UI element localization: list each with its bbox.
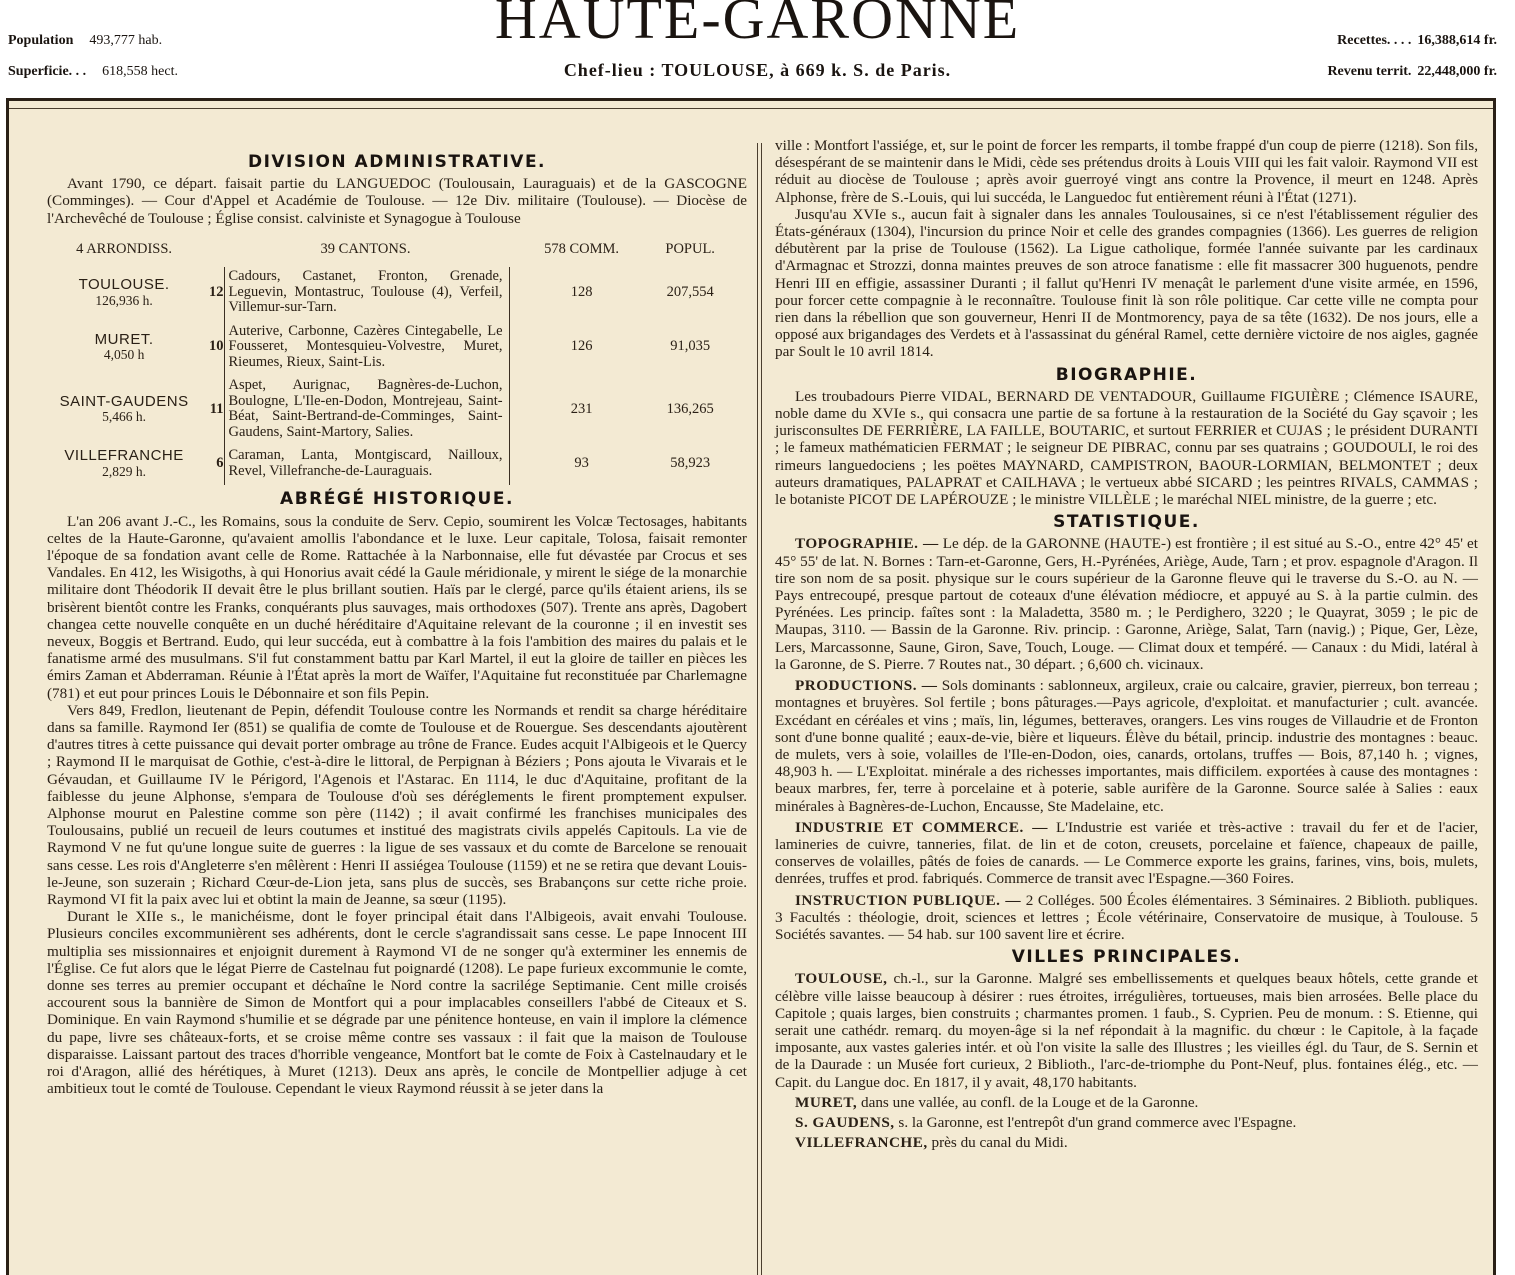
history-paragraph: Durant le XIIe s., le manichéisme, dont le foyer principal était dans l'Albigeois, avait envahi Toulouse. Plusieurs conciles excommunièrent ses adhérents, dont le cercle s'agrandissait sans cesse. Le pape Innocent III multiplia ses missionnaires et enjoignit durement à Raymond VI de ne songer qu'à exterminer les ennemis de l'Église. Ce fut alors que le légat Pierre de Castelnau fut poignardé (1208). Le pape furieux excommunie le comte, donne ses terres au premier occupant et déchaîne le Nord contre la sacrilége Septimanie. Cent mille croisés accourent sous la bannière de Simon de Montfort qui a pour implacables conseillers l'abbé de Citeaux et S. Dominique. En vain Raymond s'humilie et se dégrade par une pénitence honteuse, en vain il implore la clémence du pape, livre ses châteaux-forts, et se croise même contre ses vassaux : il fait que la maison de Toulouse disparaisse. Laissant partout des traces d'horrible vengeance, Montfort bat le comte de Foix à Castelnaudary et le roi d'Aragon, allié des hérétiques, à Muret (1213). Deux ans après, le concile de Montpellier adjuge à cet ambitieux tout le comté de Toulouse. Cependant le vieux Raymond réussit à se jeter dans la [47,908,747,1098]
document-page [6,98,1496,1275]
page-header [0,0,1515,95]
topographie-text: Le dép. de la GARONNE (HAUTE-) est frontière ; il est situé au S.-O., entre 42° 45' et 45° 55' de lat. N. Bornes : Tarn-et-Garonne, Gers, H.-Pyrénées, Ariège, Aude, Tarn ; et prov. espagnole d'Aragon. Il tire son nom de sa posit. physique sur le cours supérieur de la Garonne fleuve qui le traverse du S.-O. au N. — Pays entrecoupé, presque partout de coteaux d'une élévation médiocre, et appuyé au S. à la partie culmin. des Pyrénées. Les princip. faîtes sont : la Maladetta, 3580 m. ; le Perdighero, 3220 ; le Quayrat, 3059 ; le pic de Maupas, 3110. — Bassin de la Garonne. Riv. princip. : Garonne, Ariège, Salat, Tarn (navig.) ; Pique, Ger, Lèze, Lers, Marcassonne, Saune, Giron, Save, Touch, Louge. — Climat doux et tempéré. — Canaux : du Midi, latéral à la Garonne, de S. Pierre. 7 Routes nat., 30 départ. ; 6,600 ch. vicinaux. [775,535,1479,673]
revenu-label: Revenu territ. [1327,64,1412,79]
table-row [47,376,747,446]
topographie-paragraph [775,535,1478,673]
arrondissement-name: VILLEFRANCHE [64,447,184,465]
abrege-heading: ABRÉGÉ HISTORIQUE. [280,489,514,510]
history-paragraph: L'an 206 avant J.-C., les Romains, sous la conduite de Serv. Cepio, soumirent les Volcæ Tectosages, habitants celtes de la Haute-Garonne, qu'avaient amollis l'abondance et le luxe. Leur capitale, Tolosa, faisait remonter l'époque de sa fondation avant celle de Rome. Rattachée à la Narbonnaise, elle fut dévastée par Crocus et ses Vandales. En 412, les Wisigoths, à qui Honorius avait cédé la Gaule méridionale, y mirent le siége de la monarchie militaire dont Théodorik II devait être le plus brillant soutien. Haïs par le clergé, parce qu'ils étaient ariens, ils se brisèrent bientôt contre les Franks, conquérants plus sauvages, mais orthodoxes (507). Trente ans après, Dagobert changea cette nouvelle conquête en un duché héréditaire d'Aquitaine relevant de la couronne ; il en investit ses neveux, Boggis et Bertrand. Eudo, qui leur succéda, eut à combattre à la fois l'ambition des maires du palais et le fanatisme armé des musulmans. S'il fut constamment battu par Karl Martel, il eut la gloire de tailler en pièces les émirs Zaman et Abderraman. Réunie à l'État après la mort de Waïfer, l'Aquitaine fut reconstituée par Charlemagne (781) et eut pour princes Louis le Débonnaire et son fils Pepin. [47,512,747,702]
instruction-label: INSTRUCTION PUBLIQUE. — [795,891,1022,909]
commune-count: 93 [574,455,589,472]
division-intro: Avant 1790, ce départ. faisait partie du LANGUEDOC (Toulousain, Lauraguais) et de la GASCOGNE (Comminges). — Cour d'Appel et Académie de Toulouse. — 12e Div. militaire (Toulouse). — Diocèse de l'Archevêché de Toulouse ; Église consist. calviniste et Synagogue à Toulouse [47,175,747,227]
arrondissement-name: MURET. [94,330,154,348]
population-count: 91,035 [670,338,711,355]
column-divider [757,143,758,1275]
canton-list: Aspet, Aurignac, Bagnères-de-Luchon, Boulogne, L'Ile-en-Dodon, Montrejeau, Saint-Béat, Saint-Bertrand-de-Comminges, Saint-Gaudens, Saint-Martory, Salies. [224,376,509,446]
population-count: 136,265 [666,400,714,417]
industrie-paragraph [775,819,1478,888]
productions-paragraph [775,677,1478,815]
recettes-label: Recettes. . . . [1337,33,1412,48]
canton-list: Caraman, Lanta, Montgiscard, Nailloux, Revel, Villefranche-de-Lauraguais. [224,446,509,485]
villes-heading: VILLES PRINCIPALES. [1011,947,1242,968]
department-title: HAUTE-GARONNE [494,0,1021,51]
right-column [775,137,1478,1151]
population-value: 493,777 hab. [89,33,163,48]
table-header-row [47,241,747,268]
arrondissement-name: SAINT-GAUDENS [59,392,189,410]
toulouse-text: ch.-l., sur la Garonne. Malgré ses embellissements et quelques beaux hôtels, cette grande et célèbre ville laisse beaucoup à désirer : rues étroites, irrégulières, tortueuses, mais bien arrosées. Belle place du Capitole ; quais larges, bien construits ; charmantes promen. 1 faub., S. Cyprien. Peu de monum. : S. Etienne, qui serait une cathédr. remarq. du moyen-âge si la nef répondait à la magnific. du chœur : le Capitole, à la façade imposante, aux vastes galeries intér. et où l'on visite la salle des Illustres ; les vieilles égl. du Taur, de S. Sernin et de la Daurade : un Musée fort curieux, 2 Biblioth., l'arc-de-triomphe du Pont-Neuf, plus. fontaines élég., etc. — Capit. du Langue doc. En 1817, il y avait, 48,170 habitants. [775,970,1479,1091]
recettes-value: 16,388,614 fr. [1417,33,1497,48]
recettes-stat [1337,33,1497,49]
muret-paragraph [775,1094,1478,1111]
commune-count: 126 [570,338,593,355]
industrie-label: INDUSTRIE ET COMMERCE. — [795,818,1048,836]
muret-label: MURET, [795,1093,858,1111]
department-subtitle: Chef-lieu : TOULOUSE, à 669 k. S. de Paris. [563,60,952,80]
villefranche-text: près du canal du Midi. [931,1134,1068,1152]
history-paragraph: ville : Montfort l'assiége, et, sur le point de forcer les remparts, il tombe frappé d'un coup de pierre (1218). Son fils, désespérant de se maintenir dans le Midi, cède ses prétendus droits à Louis VIII qui les fait valoir. Raymond VII est réduit au diocèse de Toulouse ; après avoir guerroyé vingt ans contre la Provence, il meurt en 1248. Après Alphonse, frère de S.-Louis, qui lui succéda, le Languedoc fut entièrement réuni à l'État (1271). [775,137,1478,206]
arrondissement-pop: 5,466 h. [102,409,147,425]
canton-count: 6 [216,455,224,472]
instruction-paragraph [775,892,1478,944]
villefranche-label: VILLEFRANCHE, [795,1134,928,1152]
canton-list: Auterive, Carbonne, Cazères Cintegabelle, Le Fousseret, Montesquieu-Volvestre, Muret, Rieumes, Rieux, Saint-Lis. [224,322,509,377]
muret-text: dans une vallée, au confl. de la Louge et de la Garonne. [861,1093,1199,1111]
biographie-heading: BIOGRAPHIE. [1055,364,1198,385]
arrondissement-pop: 4,050 h [103,347,145,363]
history-paragraph: Jusqu'au XVIe s., aucun fait à signaler dans les annales Toulousaines, si ce n'est l'établissement régulier des États-généraux (1304), l'incursion du prince Noir et celle des grandes compagnies (1366). Les guerres de religion débutèrent par la prise de Toulouse (1562). La Ligue catholique, formée l'année suivante par les cardinaux d'Armagnac et Strozzi, donna maintes preuves de son atroce fanatisme : elle fit massacrer 300 huguenots, pendre Henri III en effigie, assassiner Duranti ; il fallut qu'Henri IV menaçât le parlement d'une visite armée, en 1596, pour forcer cette compagnie à le reconnaître. Toulouse finit là son rôle politique. Car cette ville ne compta pour rien dans la rébellion que son gouverneur, Henri II de Montmorency, paya de sa tête (1632). De nos jours, elle a opposé aux brigandages des Verdets et à l'assassinat du général Ramel, cette dernière victoire de nos aigles, gagnée par Soult le 10 avril 1814. [775,205,1478,361]
left-column [47,148,747,1097]
division-heading: DIVISION ADMINISTRATIVE. [247,152,547,172]
villefranche-paragraph [775,1134,1478,1151]
canton-count: 11 [209,400,224,417]
table-row [47,322,747,377]
gaudens-label: S. GAUDENS, [795,1113,895,1131]
population-label: Population [8,33,74,48]
column-header: 4 ARRONDISS. [76,240,173,257]
commune-count: 128 [570,283,593,300]
gaudens-text: s. la Garonne, est l'entrepôt d'un grand commerce avec l'Espagne. [898,1113,1297,1131]
history-paragraph: Vers 849, Fredlon, lieutenant de Pepin, défendit Toulouse contre les Normands et rendit sa charge héréditaire dans sa famille. Raymond Ier (851) se qualifia de comte de Toulouse et de Rouergue. Ses descendants ajoutèrent d'autres titres à cette puissance qui devait porter ombrage au trône de France. Eudes acquit l'Albigeois et le Quercy ; Raymond II le marquisat de Gothie, c'est-à-dire le littoral, de Perpignan à Béziers ; Pons ajouta le Vivarais et le Gévaudan, et Guillaume IV le Périgord, l'Agenois et l'Astarac. En 1114, le duc d'Aquitaine, profitant de la faiblesse du jeune Alphonse, s'empara de Toulouse d'où ses déréglements le firent promptement expulser. Alphonse mourut en Palestine comme son père (1142) ; il avait confirmé les franchises municipales des Toulousains, publié un recueil de leurs coutumes et institué des magistrats civils appelés Capitouls. La vie de Raymond V ne fut qu'une longue suite de guerres : la ligue de ses vassaux et du comte de Barcelone se renouait sans cesse. Les rois d'Angleterre s'en mêlèrent : Henri II assiégea Toulouse (1159) et ne se retira que devant Louis-le-Jeune, son suzerain ; Richard Cœur-de-Lion jeta, sans plus de succès, ses Brabançons sur cette riche proie. Raymond VI fit la paix avec lui et obtint la main de Jeanne, sa sœur (1195). [47,701,747,908]
frame-line [9,108,1493,109]
table-row [47,446,747,485]
instruction-text: 2 Colléges. 500 Écoles élémentaires. 3 Séminaires. 2 Biblioth. publiques. 3 Facultés : théologie, droit, sciences et lettres ; École vétérinaire, Conservatoire de musique, à Toulouse. 5 Sociétés savantes. — 54 hab. sur 100 savent lire et écrire. [775,891,1478,943]
gaudens-paragraph [775,1114,1478,1131]
arrondissement-pop: 2,829 h. [102,463,147,479]
population-count: 58,923 [670,455,711,472]
commune-count: 231 [570,400,593,417]
superficie-label: Superficie. . . [8,64,87,79]
canton-list: Cadours, Castanet, Fronton, Grenade, Leguevin, Montastruc, Toulouse (4), Verfeil, Villemur-sur-Tarn. [224,267,509,322]
population-count: 207,554 [666,283,714,300]
toulouse-paragraph [775,970,1478,1090]
column-divider [761,143,762,1275]
statistique-heading: STATISTIQUE. [1053,512,1200,533]
biographie-text: Les troubadours Pierre VIDAL, BERNARD DE VENTADOUR, Guillaume FIGUIÈRE ; Clémence ISAURE, noble dame du XVIe s., qui consacra une partie de sa fortune à la restauration de la Société du Gay sçavoir ; les jurisconsultes DE FERRIÈRE, LA FAILLE, BOUTARIC, et surtout FERRIER et CUJAS ; le président DURANTI ; le fameux mathématicien FERMAT ; le seigneur DE PIBRAC, connu par ses quatrains ; GOUDOULI, le roi des rimeurs languedociens ; les poëtes MAYNARD, CAMPISTRON, BAOUR-LORMIAN, BELMONTET ; deux auteurs dramatiques, PALAPRAT et CAILHAVA ; le vertueux abbé SICARD ; les peintres RIVALS, CAMMAS ; le botaniste PICOT DE LAPÉROUZE ; le ministre VILLÈLE ; le maréchal NIEL ministre, de la guerre ; etc. [775,387,1478,509]
toulouse-label: TOULOUSE, [795,970,888,988]
column-header: 39 CANTONS. [320,240,411,257]
arrondissement-name: TOULOUSE. [78,276,170,294]
arrondissement-pop: 126,936 h. [95,292,153,308]
revenu-value: 22,448,000 fr. [1417,64,1497,79]
canton-count: 12 [209,283,224,300]
productions-text: Sols dominants : sablonneux, argileux, craie ou calcaire, gravier, pierreux, bon terreau ; montagnes et bruyères. Sol fertile ; bons pâturages.—Pays agricole, d'exploitat. et manufacturier ; cult. avancée. Excédant en céréales et vins ; maïs, lin, légumes, betteraves, orangers. Les vins rouges de Villaudrie et de Fronton sont d'une bonne qualité ; eaux-de-vie, bière et liqueurs. Élève du bétail, princip. industrie des montagnes : beauc. de mulets, vers à soie, volailles de l'Ile-en-Dodon, oies, canards, ortolans, truffes — Bois, 87,140 h. ; vignes, 48,903 h. — L'Exploitat. minérale a des richesses importantes, mais difficilem. exportées à cause des montagnes : beaux marbres, fer, terre à porcelaine et à poterie, sable aurifère de la Garonne. Source salée à Salies : eaux minérales à Bagnères-de-Luchon, Encausse, Ste Madelaine, etc. [775,677,1478,815]
revenu-stat [1327,64,1497,80]
arrondissements-table [47,241,747,486]
column-header: 578 COMM. [544,240,620,257]
canton-count: 10 [209,338,224,355]
topographie-label: TOPOGRAPHIE. — [795,535,939,553]
industrie-text: L'Industrie est variée et très-active : travail du fer et de l'acier, lamineries de cuivre, tanneries, filat. de lin et de coton, creusets, porcelaine et faïence, chapeaux de paille, conserves de volailles, pâtés de foies de canards. — Le Commerce exporte les grains, farines, vins, bois, mulets, denrées, truffes et prod. fabriqués. Commerce de transit avec l'Espagne.—360 Foires. [775,818,1479,888]
table-row [47,267,747,322]
column-header: POPUL. [665,240,715,257]
productions-label: PRODUCTIONS. — [795,677,938,695]
superficie-value: 618,558 hect. [102,64,178,79]
